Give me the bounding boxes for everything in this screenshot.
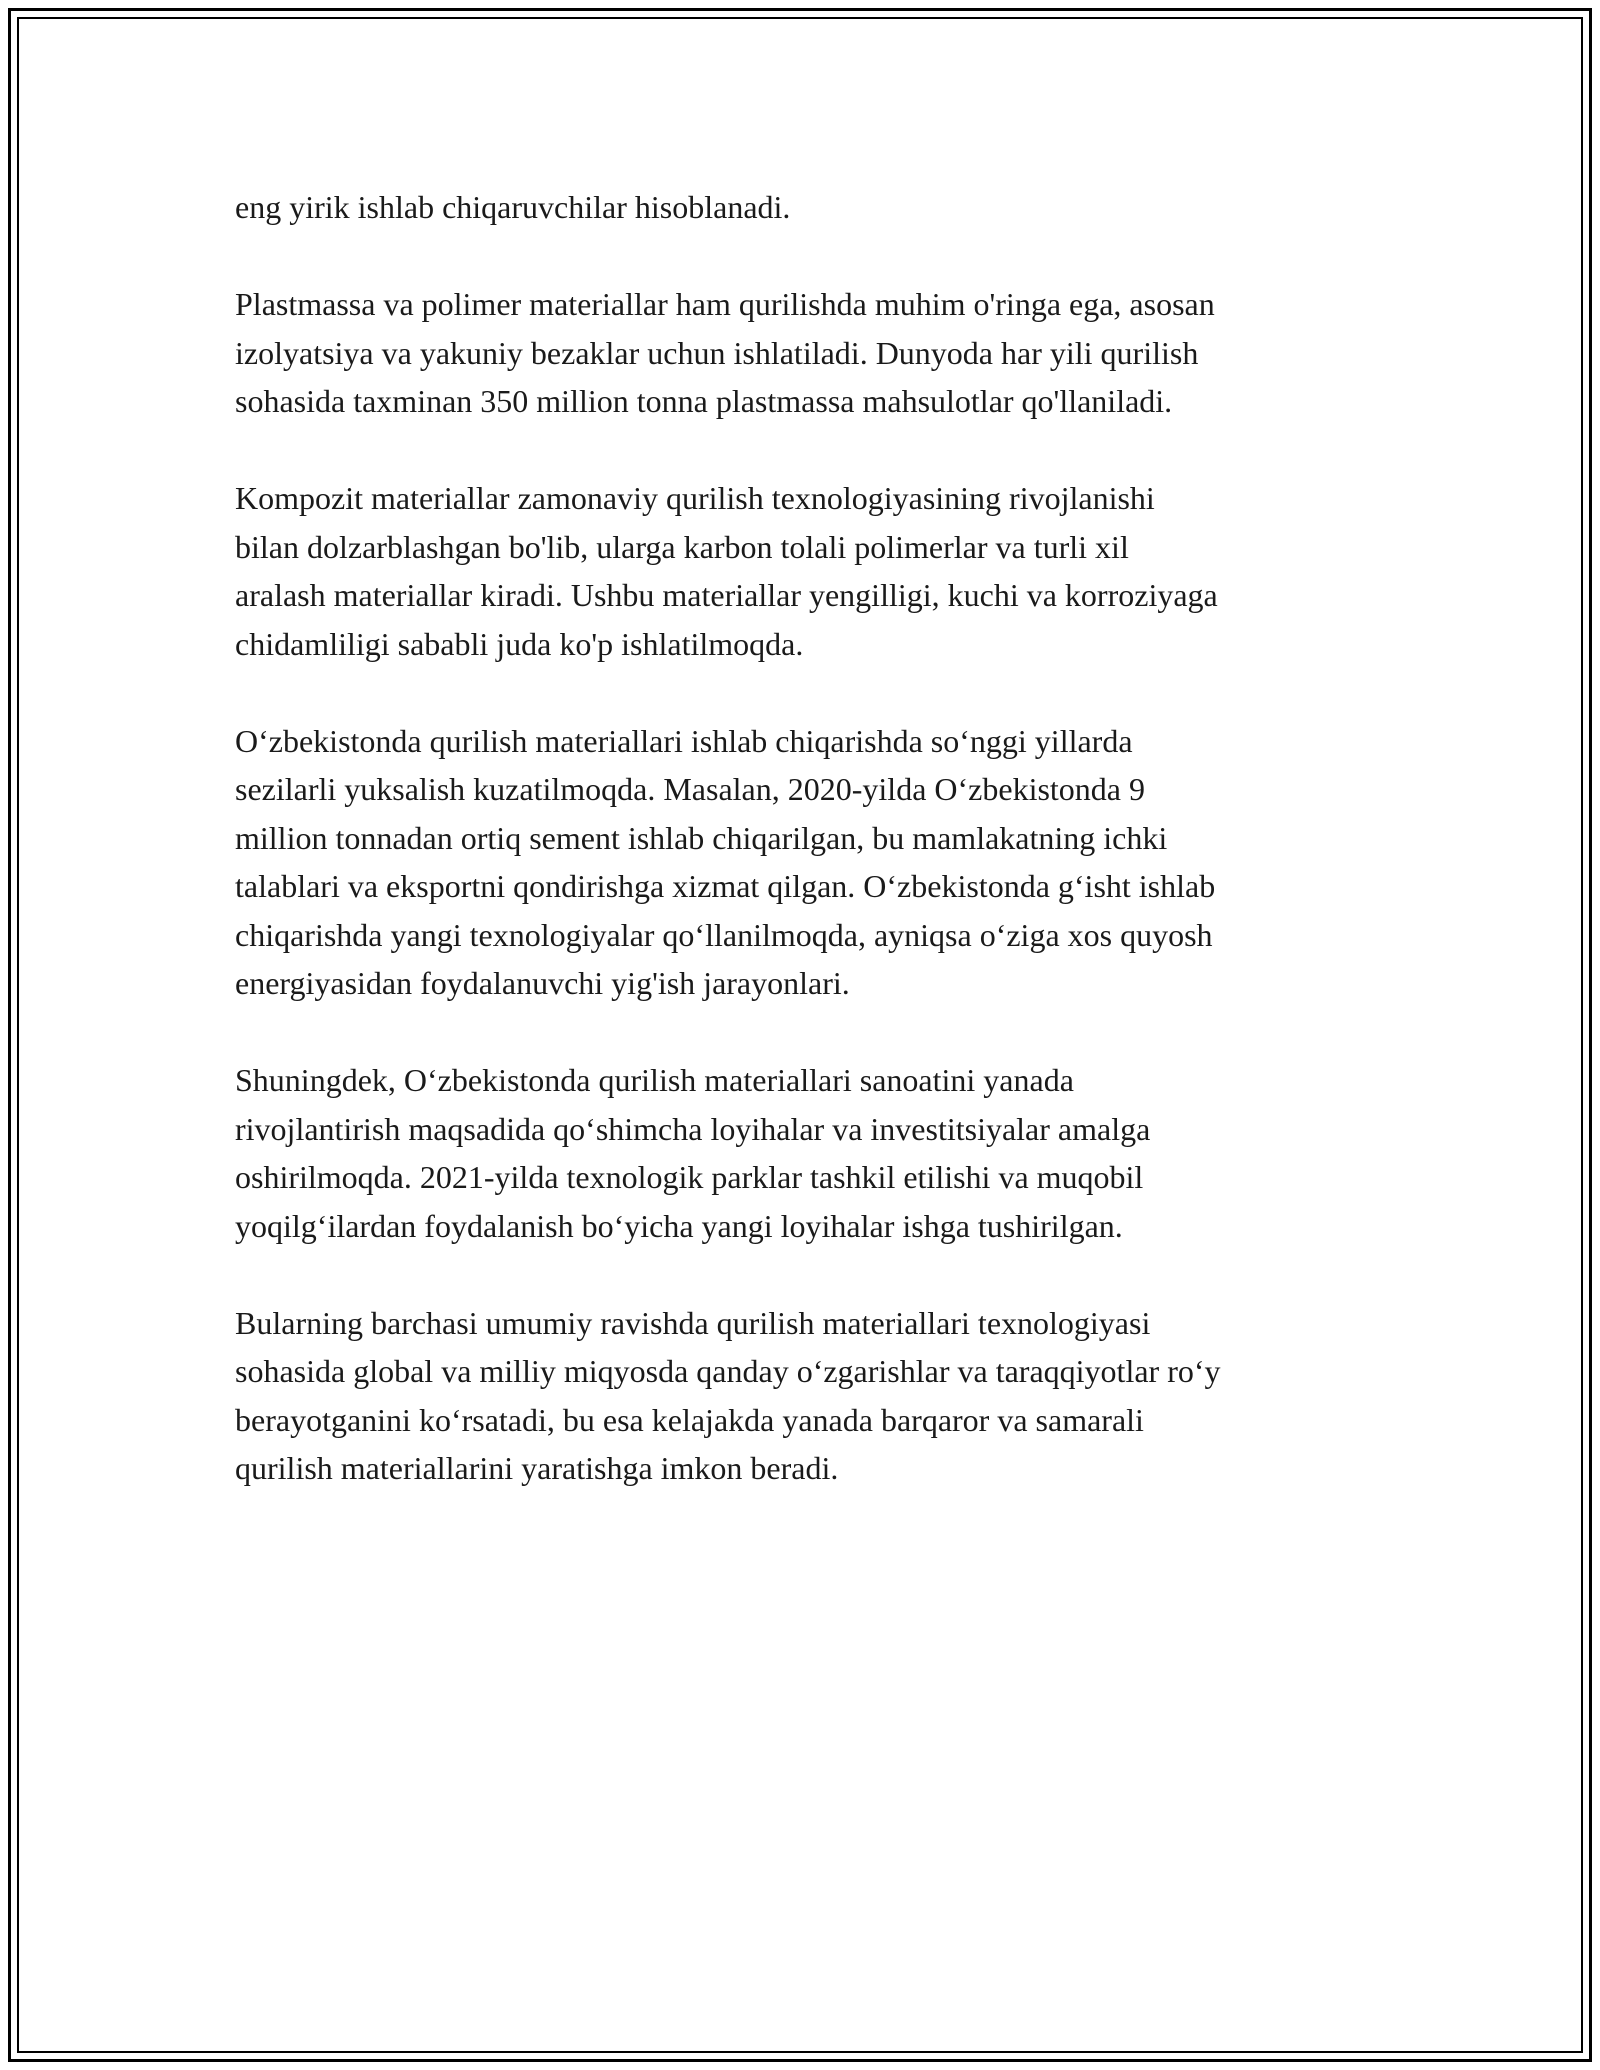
text-line: chiqarishda yangi texnologiyalar qo‘llanilmoqda, ayniqsa o‘ziga xos quyosh <box>235 916 1213 953</box>
text-line: million tonnadan ortiq sement ishlab chiqarilgan, bu mamlakatning ichki <box>235 819 1168 856</box>
text-line: yoqilg‘ilardan foydalanish bo‘yicha yangi loyihalar ishga tushirilgan. <box>235 1207 1123 1244</box>
text-line: chidamliligi sababli juda ko'p ishlatilmoqda. <box>235 625 804 662</box>
text-line: Plastmassa va polimer materiallar ham qurilishda muhim o'ringa ega, asosan <box>235 286 1215 322</box>
text-line: berayotganini ko‘rsatadi, bu esa kelajakda yanada barqaror va samarali <box>235 1401 1144 1438</box>
text-line: Kompozit materiallar zamonaviy qurilish texnologiyasining rivojlanishi <box>235 480 1155 516</box>
paragraph-6 <box>235 1299 1385 1493</box>
paragraph-2 <box>235 280 1385 426</box>
text-line: sezilarli yuksalish kuzatilmoqda. Masalan, 2020-yilda O‘zbekistonda 9 <box>235 771 1145 807</box>
text-line: Bularning barchasi umumiy ravishda qurilish materiallari texnologiyasi <box>235 1304 1151 1341</box>
text-line: aralash materiallar kiradi. Ushbu materiallar yengilligi, kuchi va korroziyaga <box>235 577 1218 613</box>
paragraph-1 <box>235 183 1385 232</box>
text-line: sohasida global va milliy miqyosda qanday o‘zgarishlar va taraqqiyotlar ro‘y <box>235 1353 1221 1389</box>
paragraph-4 <box>235 717 1385 1008</box>
text-line: qurilish materiallarini yaratishga imkon beradi. <box>235 1450 839 1486</box>
text-line: rivojlantirish maqsadida qo‘shimcha loyihalar va investitsiyalar amalga <box>235 1110 1151 1147</box>
text-line: Shuningdek, O‘zbekistonda qurilish materiallari sanoatini yanada <box>235 1062 1074 1098</box>
text-line: energiyasidan foydalanuvchi yig'ish jarayonlari. <box>235 965 850 1001</box>
text-line: eng yirik ishlab chiqaruvchilar hisoblanadi. <box>235 189 791 225</box>
document-body <box>235 183 1385 1541</box>
text-line: izolyatsiya va yakuniy bezaklar uchun ishlatiladi. Dunyoda har yili qurilish <box>235 334 1199 371</box>
text-line: O‘zbekistonda qurilish materiallari ishlab chiqarishda so‘nggi yillarda <box>235 722 1133 759</box>
paragraph-5 <box>235 1056 1385 1250</box>
paragraph-3 <box>235 474 1385 668</box>
text-line: talablari va eksportni qondirishga xizmat qilgan. O‘zbekistonda g‘isht ishlab <box>235 868 1216 904</box>
text-line: oshirilmoqda. 2021-yilda texnologik parklar tashkil etilishi va muqobil <box>235 1159 1144 1195</box>
text-line: bilan dolzarblashgan bo'lib, ularga karbon tolali polimerlar va turli xil <box>235 528 1129 565</box>
text-line: sohasida taxminan 350 million tonna plastmassa mahsulotlar qo'llaniladi. <box>235 383 1173 419</box>
